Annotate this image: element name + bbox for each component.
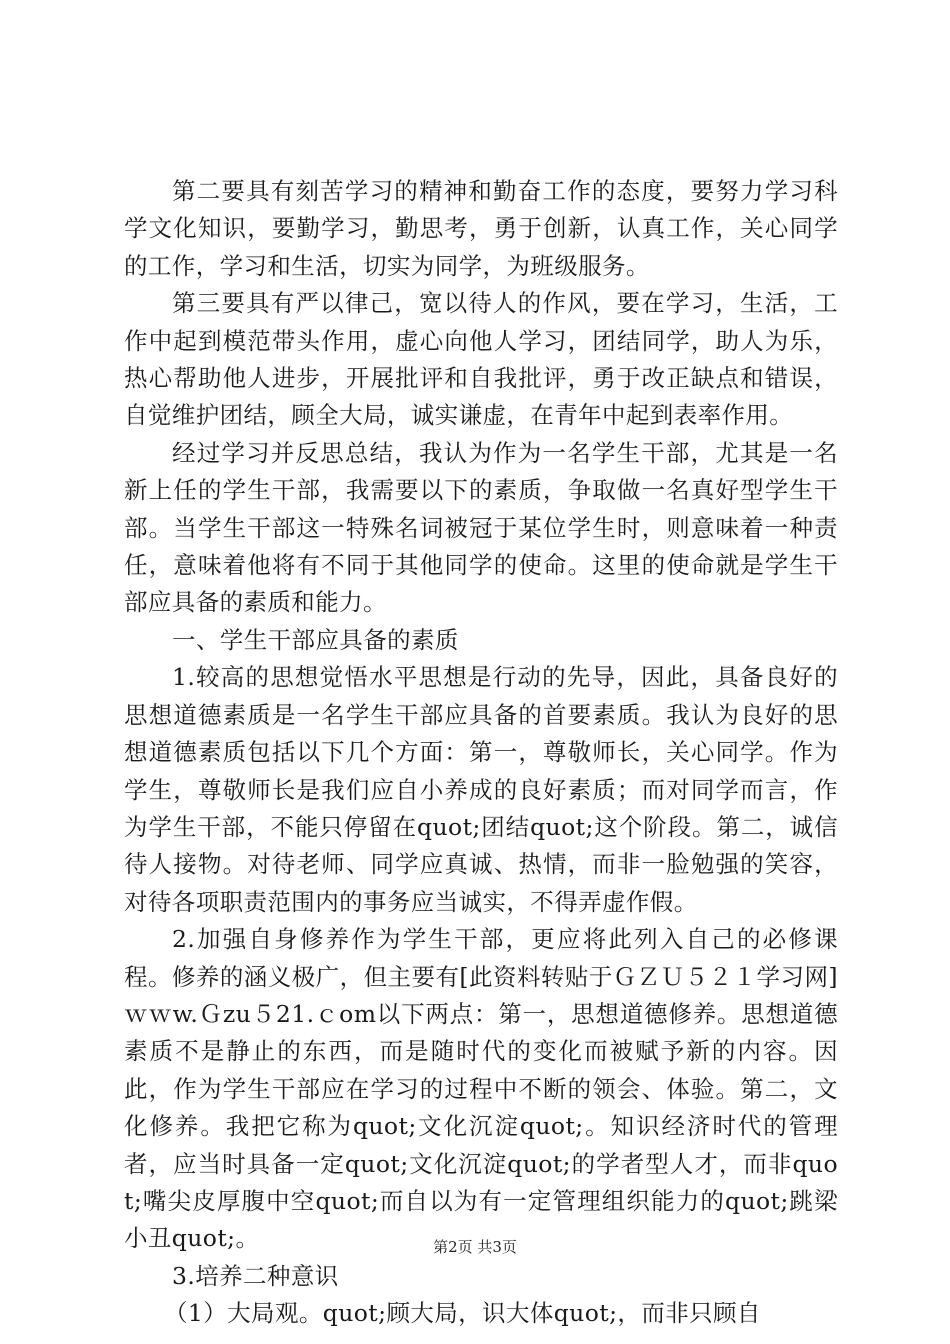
page-footer: 第2页 共3页 — [433, 1238, 517, 1256]
paragraph-reflection: 经过学习并反思总结，我认为作为一名学生干部，尤其是一名新上任的学生干部，我需要以下的素质，争取做一名真好型学生干部。当学生干部这一特殊名词被冠于某位学生时，则意味着一种责任，意味着他将有不同于其他同学的使命。这里的使命就是学生干部应具备的素质和能力。 — [124, 438, 838, 617]
paragraph-item-1: 1.较高的思想觉悟水平思想是行动的先导，因此，具备良好的思想道德素质是一名学生干部应具备的首要素质。我认为良好的思想道德素质包括以下几个方面：第一，尊敬师长，关心同学。作为学生，尊敬师长是我们应自小养成的良好素质；而对同学而言，作为学生干部，不能只停留在quot;团结quot;这个阶段。第二，诚信待人接物。对待老师、同学应真诚、热情，而非一脸勉强的笑容，对待各项职责范围内的事务应当诚实，不得弄虚作假。 — [124, 663, 838, 916]
paragraph-requirement-3: 第三要具有严以律己，宽以待人的作风，要在学习，生活，工作中起到模范带头作用，虚心向他人学习，团结同学，助人为乐，热心帮助他人进步，开展批评和自我批评，勇于改正缺点和错误，自觉维护团结，顾全大局，诚实谦虚，在青年中起到表率作用。 — [124, 289, 838, 430]
paragraph-requirement-2: 第二要具有刻苦学习的精神和勤奋工作的态度，要努力学习科学文化知识，要勤学习，勤思考，勇于创新，认真工作，关心同学的工作，学习和生活，切实为同学，为班级服务。 — [124, 177, 838, 280]
paragraph-item-3: 3.培养二种意识 — [172, 1261, 339, 1290]
paragraph-item-2: 2.加强自身修养作为学生干部，更应将此列入自己的必修课程。修养的涵义极广，但主要有[此资料转贴于ＧＺＵ５２１学习网]ｗｗw.Ｇzu５21.ｃom以下两点：第一，思想道德修养。思想道德素质不是静止的东西，而是随时代的变化而被赋予新的内容。因此，作为学生干部应在学习的过程中不断的领会、体验。第二，文化修养。我把它称为quot;文化沉淀quot;。知识经济时代的管理者，应当时具备一定quot;文化沉淀quot;的学者型人才，而非quot;嘴尖皮厚腹中空quot;而自以为有一定管理组织能力的quot;跳梁小丑quot;。 — [124, 925, 838, 1253]
section-heading-qualities: 一、学生干部应具备的素质 — [172, 625, 459, 654]
document-body — [124, 173, 838, 1333]
paragraph-subitem-1: （1）大局观。quot;顾大局，识大体quot;，而非只顾自 — [164, 1299, 761, 1328]
